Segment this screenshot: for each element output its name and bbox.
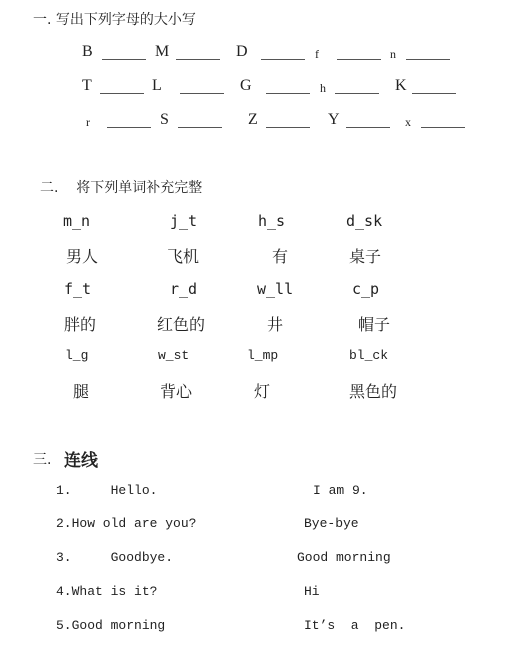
section-1-heading: 一. 写出下列字母的大小写 [33, 12, 196, 28]
answer-blank[interactable] [346, 127, 390, 128]
letter-item: K [395, 77, 407, 94]
letter-item: r [86, 115, 90, 129]
letter-item: T [82, 77, 92, 94]
match-right-item[interactable]: I am 9. [313, 483, 368, 498]
answer-blank[interactable] [176, 59, 220, 60]
answer-blank[interactable] [178, 127, 222, 128]
incomplete-word: h_s [258, 212, 286, 230]
answer-blank[interactable] [412, 93, 456, 94]
letter-item: B [82, 43, 93, 60]
section-2-heading: 二. 将下列单词补充完整 [40, 180, 203, 196]
incomplete-word: j_t [170, 212, 198, 230]
letter-item: h [320, 81, 326, 95]
incomplete-word: m_n [63, 212, 91, 230]
word-meaning: 桌子 [349, 247, 382, 266]
letter-item: D [236, 43, 248, 60]
incomplete-word: l_g [65, 348, 89, 363]
answer-blank[interactable] [180, 93, 224, 94]
word-meaning: 男人 [66, 247, 99, 266]
answer-blank[interactable] [421, 127, 465, 128]
letter-item: S [160, 111, 169, 128]
word-meaning: 灯 [254, 382, 271, 401]
word-meaning: 胖的 [64, 315, 97, 334]
incomplete-word: r_d [170, 280, 198, 298]
answer-blank[interactable] [266, 127, 310, 128]
match-right-item[interactable]: Bye-bye [304, 516, 359, 531]
section-3-title: 连线 [64, 451, 98, 471]
word-meaning: 帽子 [358, 315, 391, 334]
section-3-number: 三. [33, 452, 52, 468]
word-meaning: 腿 [73, 382, 90, 401]
answer-blank[interactable] [406, 59, 450, 60]
match-left-item[interactable]: 5.Good morning [56, 618, 166, 633]
letter-item: x [405, 115, 411, 129]
word-meaning: 黑色的 [349, 382, 398, 401]
match-left-item[interactable]: 2.How old are you? [56, 516, 197, 531]
incomplete-word: w_ll [257, 280, 294, 298]
letter-item: Z [248, 111, 258, 128]
match-right-item[interactable]: It’s a pen. [304, 618, 406, 633]
match-left-item[interactable]: 1. Hello. [56, 483, 158, 498]
answer-blank[interactable] [335, 93, 379, 94]
word-meaning: 井 [267, 315, 284, 334]
letter-item: Y [328, 111, 340, 128]
word-meaning: 飞机 [167, 247, 200, 266]
incomplete-word: w_st [158, 348, 190, 363]
match-left-item[interactable]: 3. Goodbye. [56, 550, 174, 565]
letter-item: M [155, 43, 170, 60]
word-meaning: 背心 [160, 382, 193, 401]
answer-blank[interactable] [337, 59, 381, 60]
match-right-item[interactable]: Hi [304, 584, 320, 599]
letter-item: G [240, 77, 252, 94]
letter-item: n [390, 47, 396, 61]
incomplete-word: l_mp [247, 348, 279, 363]
incomplete-word: d_sk [346, 212, 383, 230]
incomplete-word: f_t [64, 280, 92, 298]
incomplete-word: bl_ck [349, 348, 389, 363]
answer-blank[interactable] [107, 127, 151, 128]
answer-blank[interactable] [102, 59, 146, 60]
answer-blank[interactable] [261, 59, 305, 60]
letter-item: L [152, 77, 162, 94]
incomplete-word: c_p [352, 280, 380, 298]
letter-item: f [315, 47, 319, 61]
match-left-item[interactable]: 4.What is it? [56, 584, 158, 599]
answer-blank[interactable] [100, 93, 144, 94]
match-right-item[interactable]: Good morning [297, 550, 391, 565]
word-meaning: 红色的 [157, 315, 206, 334]
word-meaning: 有 [272, 247, 289, 266]
answer-blank[interactable] [266, 93, 310, 94]
